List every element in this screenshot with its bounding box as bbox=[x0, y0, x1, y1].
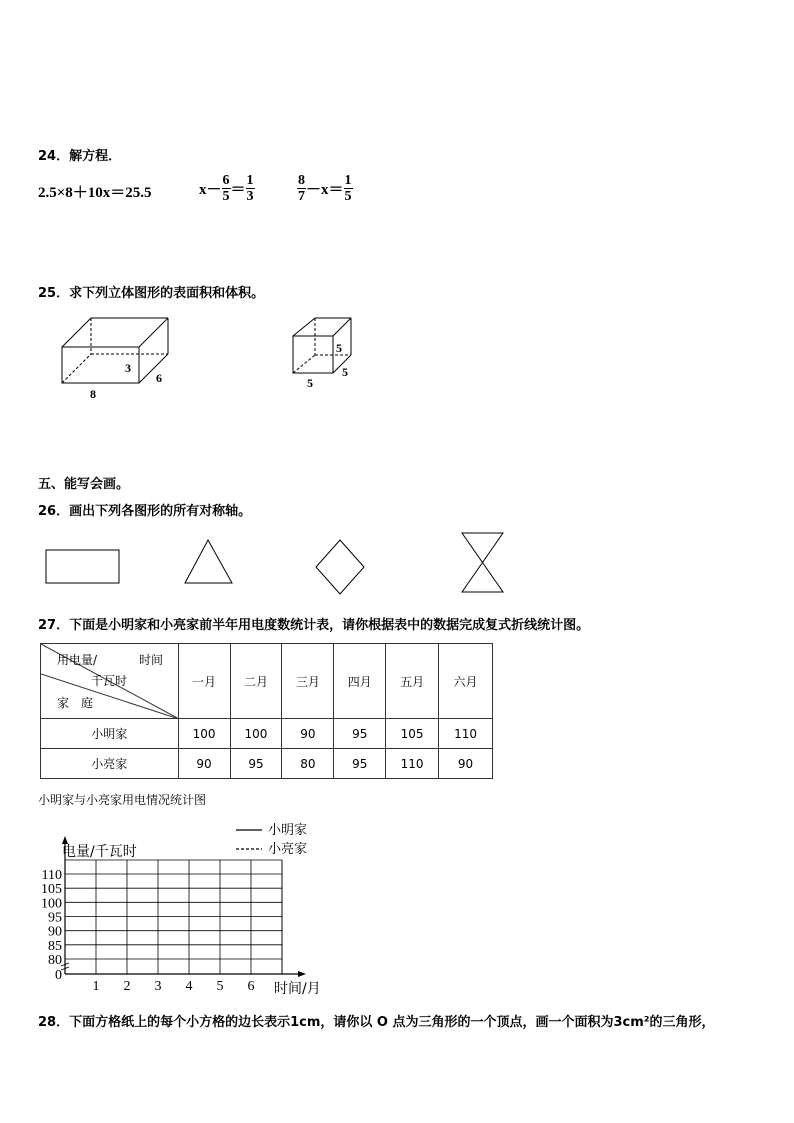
table-cell: 95 bbox=[334, 719, 386, 749]
y-axis-title: 电量/千瓦时 bbox=[62, 844, 137, 860]
table-cell: 95 bbox=[230, 749, 282, 779]
eq3-middle: －x＝ bbox=[306, 182, 344, 198]
table-row bbox=[41, 749, 493, 779]
month-header: 一月 bbox=[178, 644, 230, 719]
table-cell: 90 bbox=[178, 749, 230, 779]
y-tick-label: 0 bbox=[55, 968, 62, 983]
cuboid-width-label: 6 bbox=[156, 371, 162, 385]
y-axis-arrow bbox=[62, 836, 68, 844]
x-axis-arrow bbox=[298, 971, 306, 977]
x-tick-label: 5 bbox=[216, 979, 224, 994]
q26-title: 26．画出下列各图形的所有对称轴。 bbox=[38, 504, 252, 519]
q28-title: 28．下面方格纸上的每个小方格的边长表示1cm，请你以 O 点为三角形的一个顶点，画一个面积为3cm²的三角形， bbox=[38, 1015, 715, 1030]
corner-bottom-label: 家 庭 bbox=[57, 696, 94, 710]
eq2-fraction-1: $\frac{6}{5}$ bbox=[222, 173, 230, 204]
legend-label-xiaoming: 小明家 bbox=[268, 823, 308, 838]
chart-caption: 小明家与小亮家用电情况统计图 bbox=[38, 793, 207, 807]
eq2-equals: ＝ bbox=[230, 182, 246, 198]
month-header: 五月 bbox=[386, 644, 439, 719]
legend-label-xiaoliang: 小亮家 bbox=[268, 842, 308, 857]
table-cell: 110 bbox=[439, 719, 493, 749]
cube-edge-a-label: 5 bbox=[336, 341, 342, 355]
cuboid-length-label: 8 bbox=[90, 387, 96, 400]
table-corner-header bbox=[41, 644, 179, 719]
chart-legend bbox=[236, 823, 307, 857]
triangle-shape bbox=[185, 540, 232, 583]
table-cell: 90 bbox=[282, 719, 334, 749]
y-tick-label: 105 bbox=[41, 882, 62, 898]
x-tick-label: 6 bbox=[247, 979, 255, 994]
diamond-shape bbox=[316, 540, 364, 594]
table-cell: 105 bbox=[386, 719, 439, 749]
q25-title: 25．求下列立体图形的表面积和体积。 bbox=[38, 286, 265, 301]
eq2-lhs: x－ bbox=[199, 182, 222, 198]
symmetry-shapes bbox=[40, 528, 510, 598]
line-chart bbox=[36, 818, 346, 1000]
cube-edge-b-label: 5 bbox=[342, 365, 348, 379]
y-tick-label: 110 bbox=[41, 868, 62, 883]
eq3-fraction-2: $\frac{1}{5}$ bbox=[344, 173, 352, 204]
table-cell: 90 bbox=[439, 749, 493, 779]
y-tick-label: 85 bbox=[48, 938, 62, 954]
x-tick-label: 1 bbox=[92, 979, 100, 994]
q24-equation-3 bbox=[297, 173, 353, 204]
table-cell: 80 bbox=[282, 749, 334, 779]
row-label: 小明家 bbox=[41, 719, 179, 749]
y-tick-label: 80 bbox=[48, 953, 62, 968]
table-cell: 100 bbox=[230, 719, 282, 749]
y-tick-label: 100 bbox=[41, 896, 62, 912]
q24-title: 24．解方程． bbox=[38, 149, 122, 164]
corner-top-label: 用电量/ bbox=[57, 653, 98, 667]
table-cell: 110 bbox=[386, 749, 439, 779]
eq2-fraction-2: $\frac{1}{3}$ bbox=[246, 173, 254, 204]
row-label: 小亮家 bbox=[41, 749, 179, 779]
table-cell: 100 bbox=[178, 719, 230, 749]
x-tick-label: 4 bbox=[185, 979, 193, 994]
q27-title: 27．下面是小明家和小亮家前半年用电度数统计表，请你根据表中的数据完成复式折线统计图。 bbox=[38, 618, 590, 633]
y-tick-label: 90 bbox=[48, 924, 62, 940]
month-header: 二月 bbox=[230, 644, 282, 719]
x-tick-label: 2 bbox=[123, 979, 131, 994]
usage-table bbox=[40, 643, 493, 779]
rectangle-shape bbox=[46, 550, 119, 583]
hourglass-shape bbox=[462, 533, 503, 592]
y-tick-label: 95 bbox=[48, 910, 62, 926]
cube-figure bbox=[285, 312, 365, 392]
cube-edge-c-label: 5 bbox=[307, 376, 313, 390]
eq3-fraction-1: $\frac{8}{7}$ bbox=[298, 173, 305, 204]
cuboid-height-label: 3 bbox=[125, 361, 131, 375]
table-row bbox=[41, 719, 493, 749]
q24-equation-1: 2.5×8＋10x＝25.5 bbox=[38, 185, 152, 201]
x-axis-title: 时间/月 bbox=[274, 981, 321, 997]
month-header: 三月 bbox=[282, 644, 334, 719]
corner-mid-label: 千瓦时 bbox=[91, 674, 128, 688]
table-cell: 95 bbox=[334, 749, 386, 779]
cuboid-figure bbox=[55, 310, 185, 400]
corner-right-label: 时间 bbox=[139, 653, 164, 667]
section-5-title: 五、能写会画。 bbox=[38, 477, 130, 492]
q24-equation-2 bbox=[199, 173, 255, 204]
month-header: 四月 bbox=[334, 644, 386, 719]
x-tick-label: 3 bbox=[154, 979, 162, 994]
month-header: 六月 bbox=[439, 644, 493, 719]
